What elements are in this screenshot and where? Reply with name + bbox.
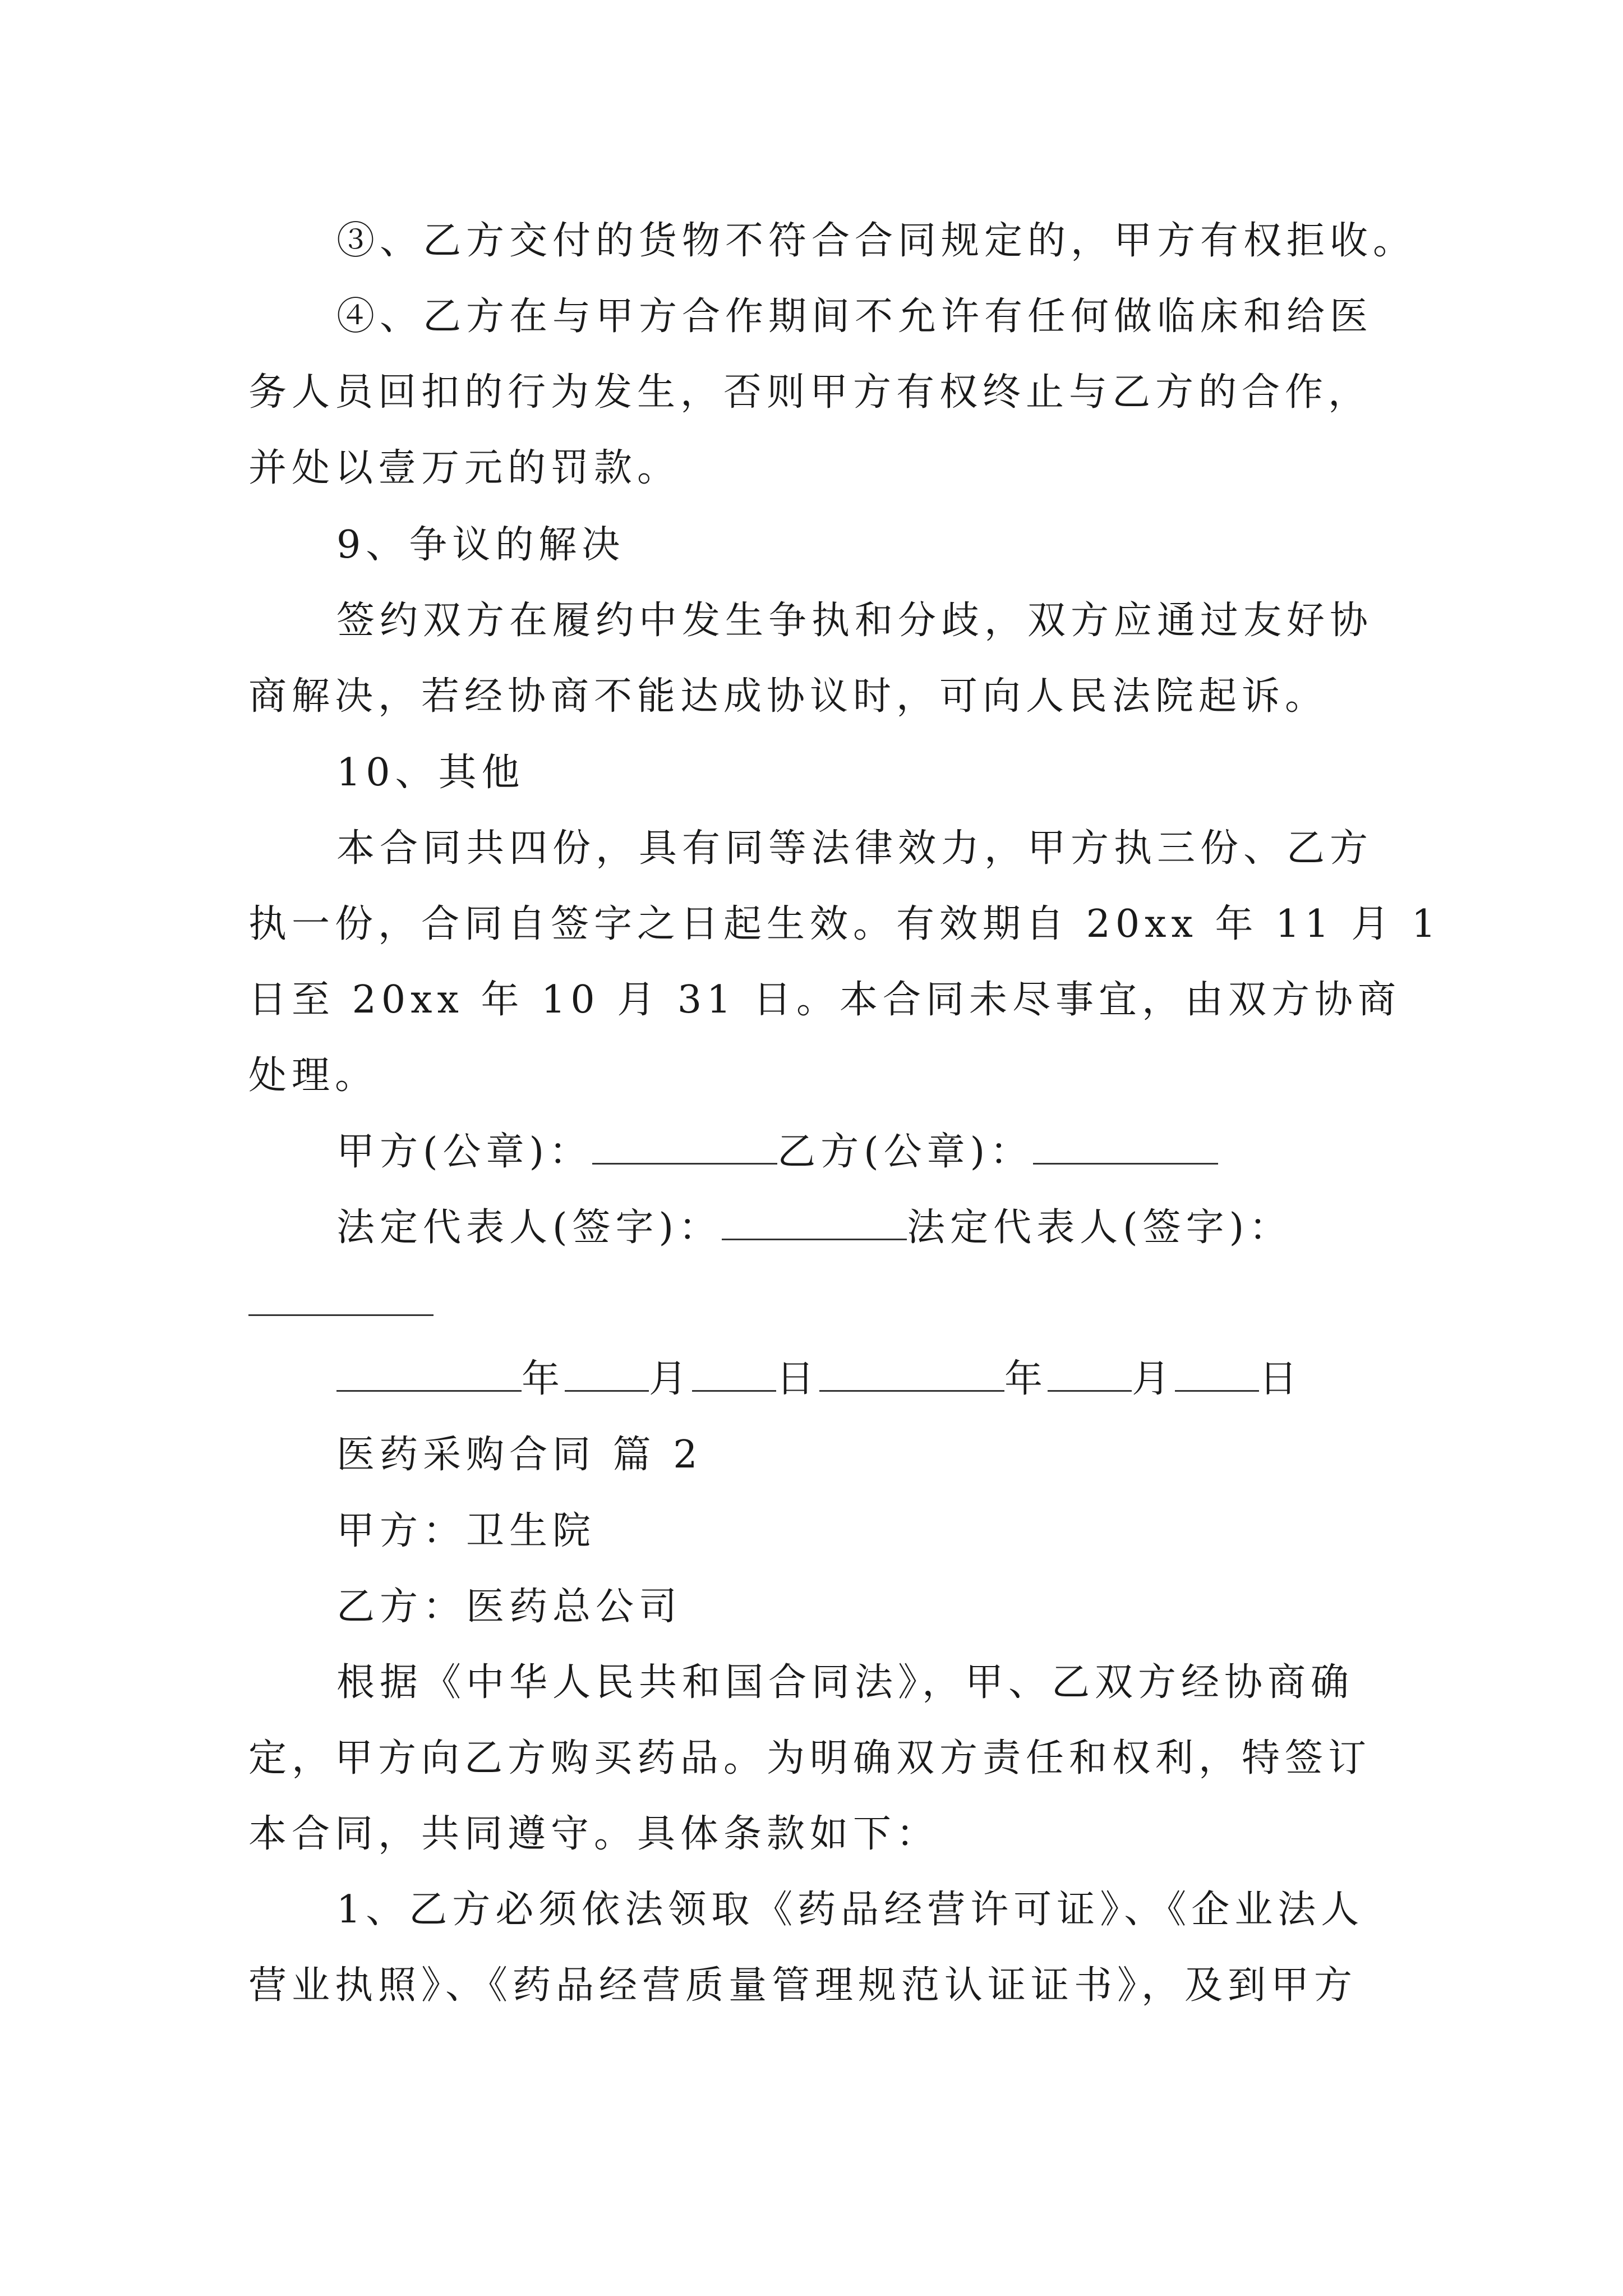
party-b-name: 乙方：医药总公司 <box>336 1585 683 1629</box>
clause-8-3: ③、乙方交付的货物不符合合同规定的，甲方有权拒收。 <box>336 219 1417 263</box>
month-label-1: 月 <box>649 1357 693 1401</box>
preamble-line-2: 定，甲方向乙方购买药品。为明确双方责任和权利，特签订 <box>248 1736 1372 1780</box>
clause-8-4-line-1: ④、乙方在与甲方合作期间不允许有任何做临床和给医 <box>336 295 1373 339</box>
preamble-line-3: 本合同，共同遵守。具体条款如下： <box>248 1812 940 1856</box>
section-10-line-4: 处理。 <box>248 1053 379 1098</box>
representative-line <box>0 1203 1623 1253</box>
section-10-line-2: 执一份，合同自签字之日起生效。有效期自 20xx 年 11 月 1 <box>248 902 1441 946</box>
section-10-line-1: 本合同共四份，具有同等法律效力，甲方执三份、乙方 <box>336 826 1373 871</box>
party-b-seal-blank <box>1033 1128 1218 1165</box>
party-a-seal-blank <box>592 1128 777 1165</box>
clause-8-4-line-2: 务人员回扣的行为发生，否则甲方有权终止与乙方的合作， <box>248 370 1372 415</box>
clause-1-line-1: 1、乙方必须依法领取《药品经营许可证》、《企业法人 <box>336 1888 1364 1932</box>
month-blank-1 <box>565 1355 649 1392</box>
year-blank-1 <box>336 1355 522 1392</box>
preamble-line-1: 根据《中华人民共和国合同法》，甲、乙双方经协商确 <box>336 1660 1354 1705</box>
month-blank-2 <box>1048 1355 1132 1392</box>
section-heading-9: 9、争议的解决 <box>336 523 625 567</box>
section-9-line-1: 签约双方在履约中发生争执和分歧，双方应通过友好协 <box>336 599 1373 643</box>
clause-8-4-line-3: 并处以壹万元的罚款。 <box>248 446 681 490</box>
month-label-2: 月 <box>1132 1357 1175 1401</box>
day-label-2: 日 <box>1259 1357 1303 1401</box>
representative-blank-line <box>0 1278 1623 1329</box>
party-b-representative-blank <box>248 1280 434 1316</box>
party-a-seal-label: 甲方(公章)： <box>336 1130 593 1174</box>
section-heading-10: 10、其他 <box>336 751 525 795</box>
party-b-representative-label: 法定代表人(签字)： <box>907 1205 1293 1250</box>
party-a-representative-label: 法定代表人(签字)： <box>336 1205 722 1250</box>
party-a-representative-blank <box>722 1204 907 1240</box>
seal-line <box>0 1127 1623 1177</box>
year-blank-2 <box>819 1355 1004 1392</box>
day-blank-1 <box>692 1355 776 1392</box>
contract-2-title: 医药采购合同 篇 2 <box>336 1433 703 1477</box>
clause-1-line-2: 营业执照》、《药品经营质量管理规范认证证书》，及到甲方 <box>248 1963 1358 2008</box>
year-label-1: 年 <box>522 1357 565 1401</box>
section-9-line-2: 商解决，若经协商不能达成协议时，可向人民法院起诉。 <box>248 674 1329 719</box>
year-label-2: 年 <box>1004 1357 1048 1401</box>
party-a-name: 甲方：卫生院 <box>336 1509 596 1553</box>
party-b-seal-label: 乙方(公章)： <box>777 1130 1034 1174</box>
date-line <box>0 1354 1623 1405</box>
day-blank-2 <box>1175 1355 1259 1392</box>
section-10-line-3: 日至 20xx 年 10 月 31 日。本合同未尽事宜，由双方协商 <box>248 978 1401 1022</box>
day-label-1: 日 <box>776 1357 820 1401</box>
